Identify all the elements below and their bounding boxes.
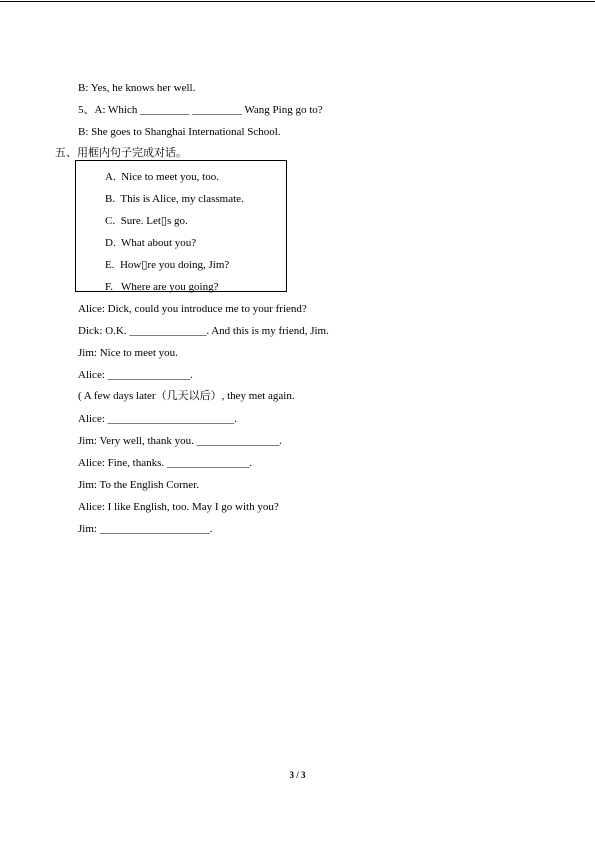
page-number: 3 / 3 xyxy=(289,770,306,780)
section-heading: 五、用框内句子完成对话。 xyxy=(55,147,187,159)
dialogue-line: ( A few days later（几天以后）, they met again. xyxy=(78,390,295,402)
dialogue-line: Jim: ____________________. xyxy=(78,523,213,535)
options-box xyxy=(75,160,287,292)
dialogue-line: Jim: To the English Corner. xyxy=(78,479,199,491)
dialogue-line: Jim: Nice to meet you. xyxy=(78,347,178,359)
option-a: A. Nice to meet you, too. xyxy=(105,171,219,183)
text-line: B: She goes to Shanghai International School. xyxy=(78,126,281,138)
text-line: B: Yes, he knows her well. xyxy=(78,82,196,94)
dialogue-line: Jim: Very well, thank you. _______________. xyxy=(78,435,282,447)
option-e: E. How▯re you doing, Jim? xyxy=(105,259,230,271)
dialogue-line: Alice: _______________________. xyxy=(78,413,237,425)
dialogue-line: Alice: _______________. xyxy=(78,369,193,381)
dialogue-line: Dick: O.K. ______________. And this is my friend, Jim. xyxy=(78,325,329,337)
option-b: B. This is Alice, my classmate. xyxy=(105,193,244,205)
header-rule xyxy=(0,1,595,2)
dialogue-line: Alice: I like English, too. May I go with you? xyxy=(78,501,279,513)
option-f: F. Where are you going? xyxy=(105,281,219,293)
question-5: 5、A: Which _________ _________ Wang Ping go to? xyxy=(78,104,323,116)
option-c: C. Sure. Let▯s go. xyxy=(105,215,188,227)
dialogue-line: Alice: Dick, could you introduce me to your friend? xyxy=(78,303,307,315)
dialogue-line: Alice: Fine, thanks. _______________. xyxy=(78,457,253,469)
option-d: D. What about you? xyxy=(105,237,197,249)
